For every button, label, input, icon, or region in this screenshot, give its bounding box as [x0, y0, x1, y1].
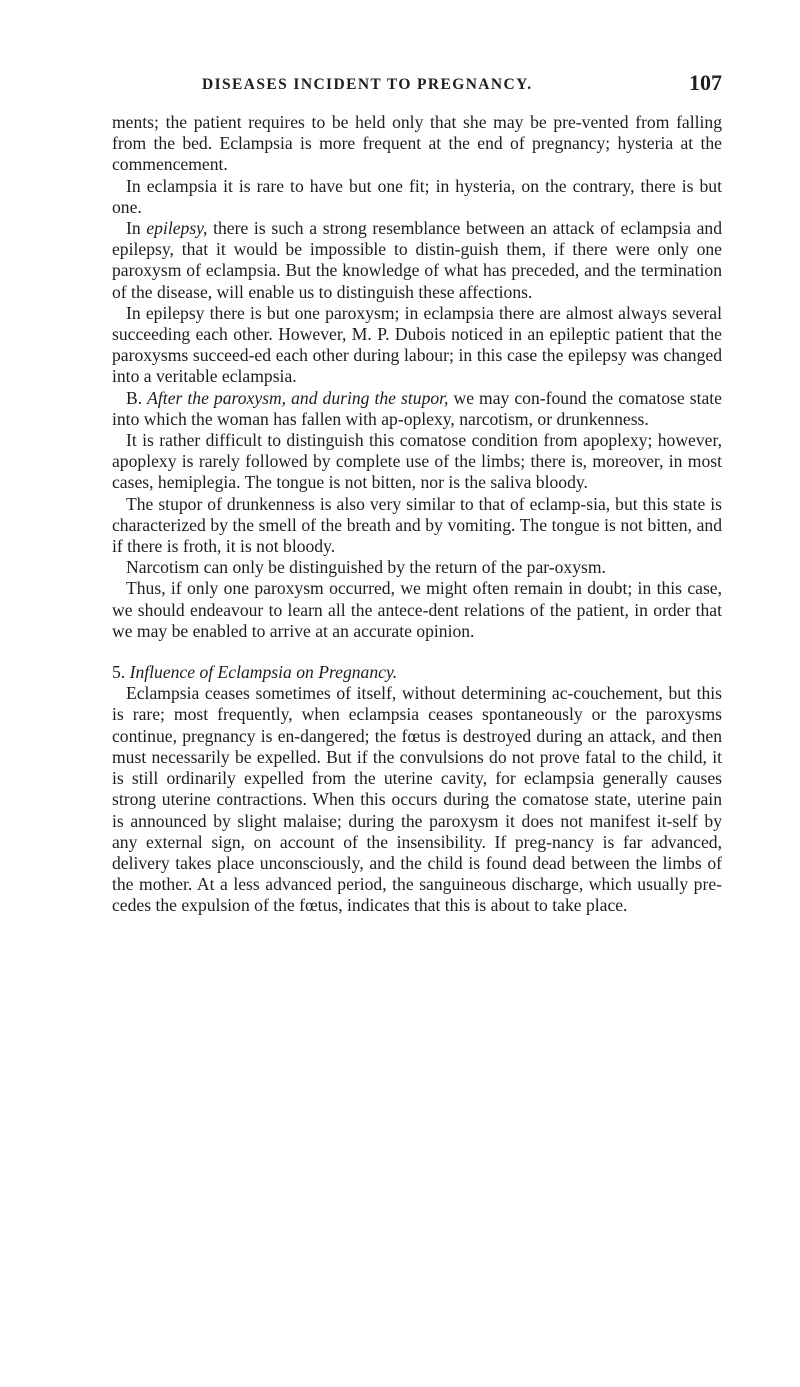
paragraph-8: Narcotism can only be distinguished by the return of the par-oxysm.: [126, 557, 606, 578]
paragraph-6: It is rather difficult to distinguish this comatose condition from apoplexy; however, apoplexy is rarely followed by complete use of the limbs; there is, moreover, in most cases, hemiplegia. The tongue is not bitten, nor is the saliva bloody.: [112, 430, 722, 493]
paragraph-3-emphasis: epilepsy,: [146, 218, 208, 239]
paragraph-5-rest: we may con-found the comatose state into which the woman has fallen with ap-oplexy, narcotism, or drunkenness.: [112, 387, 722, 429]
running-title: DISEASES INCIDENT TO PREGNANCY.: [202, 76, 533, 93]
running-head: [112, 72, 722, 112]
paragraph-7: The stupor of drunkenness is also very similar to that of eclamp-sia, but this state is characterized by the smell of the breath and by vomiting. The tongue is not bitten, and if there is froth, it is not bloody.: [112, 493, 722, 557]
paragraph-9: Thus, if only one paroxysm occurred, we might often remain in doubt; in this case, we should endeavour to learn all the antece-dent relations of the patient, in order that we may be enabled to arrive at an accurate opinion.: [112, 578, 722, 641]
section-title: Influence of Eclampsia on Pregnancy.: [129, 662, 398, 683]
paragraph-10: Eclampsia ceases sometimes of itself, without determining ac-couchement, but this is rare; most frequently, when eclampsia ceases spontaneously or the paroxysms continue, pregnancy is en-dangered; the fœtus is destroyed during an attack, and then must necessarily be expelled. But if the convulsions do not prove fatal to the child, it is still ordinarily expelled from the uterine cavity, for eclampsia generally causes strong uterine contractions. When this occurs during the comatose state, uterine pain is announced by slight malaise; during the paroxysm it does not manifest it-self by any external sign, on account of the insensibility. If preg-nancy is far advanced, delivery takes place unconsciously, and the child is found dead between the limbs of the mother. At a less advanced period, the sanguineous discharge, which usually pre-cedes the expulsion of the fœtus, indicates that this is about to take place.: [112, 683, 722, 916]
section-heading: [112, 662, 722, 683]
book-page: [112, 72, 722, 917]
paragraph-3-rest: there is such a strong resemblance between an attack of eclampsia and epilepsy, that it would be impossible to distin-guish them, if there were only one paroxysm of eclampsia. But the knowledge of what has preceded, and the termination of the disease, will enable us to distinguish these affections.: [112, 218, 722, 302]
paragraph-1: ments; the patient requires to be held only that she may be pre-vented from falling from the bed. Eclampsia is more frequent at the end of pregnancy; hysteria at the commencement.: [112, 112, 722, 175]
paragraph-5-lead: B.: [126, 387, 148, 408]
paragraph-3-lead: In: [126, 218, 147, 239]
body-text: [112, 112, 722, 917]
paragraph-5: [112, 388, 722, 430]
paragraph-4: In epilepsy there is but one paroxysm; in eclampsia there are almost always several succeeding each other. However, M. P. Dubois noticed in an epileptic patient that the paroxysms succeed-ed each other during labour; in this case the epilepsy was changed into a veritable eclampsia.: [112, 302, 722, 387]
paragraph-3: [112, 218, 722, 303]
paragraph-2: In eclampsia it is rare to have but one fit; in hysteria, on the contrary, there is but one.: [112, 175, 722, 217]
section-number: 5.: [112, 662, 130, 683]
page-number: 107: [689, 70, 722, 95]
paragraph-5-emphasis: After the paroxysm, and during the stupor,: [147, 387, 449, 408]
